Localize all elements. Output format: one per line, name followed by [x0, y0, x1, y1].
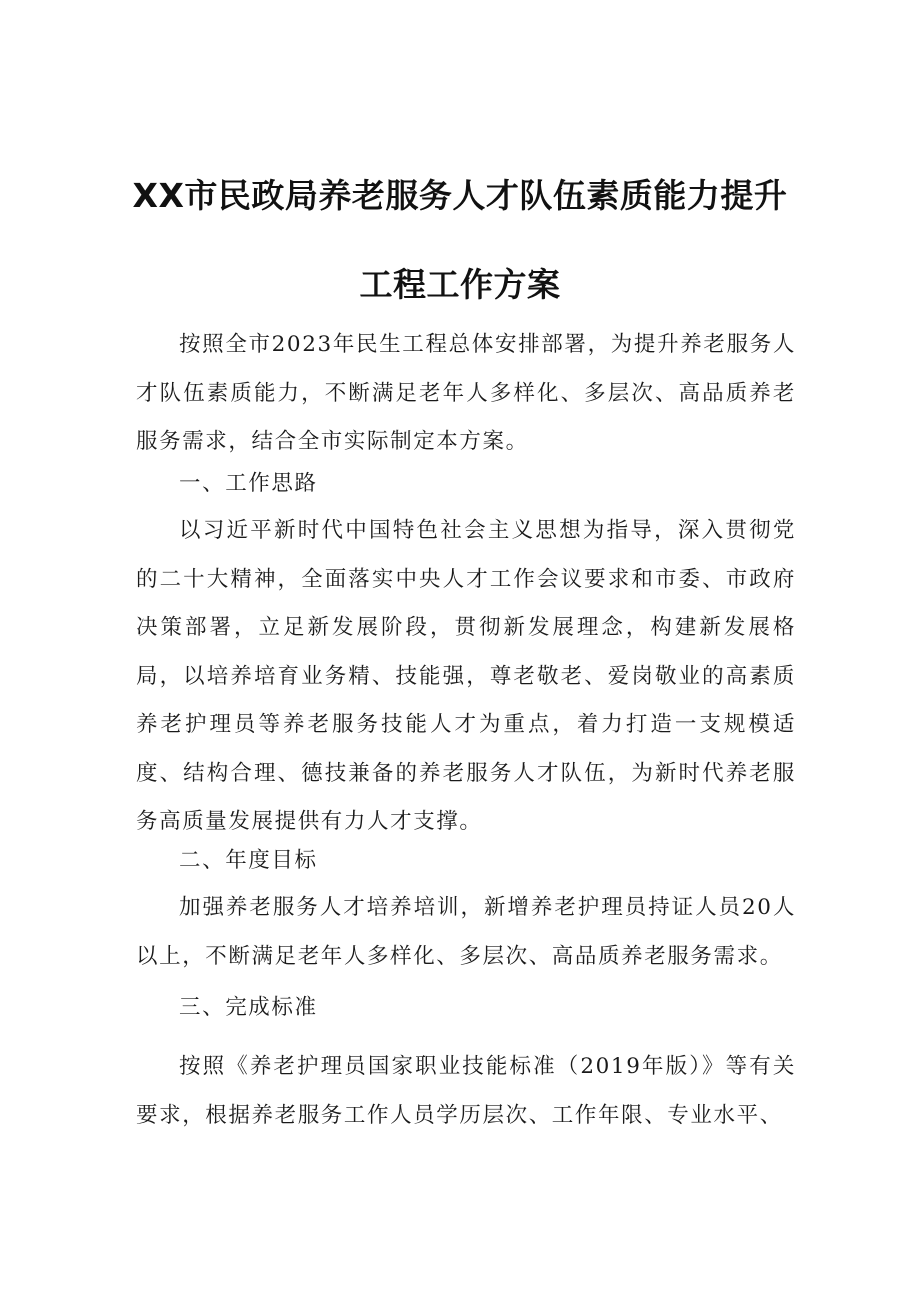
section-heading: 二、年度目标: [179, 848, 318, 873]
section-paragraph: 以习近平新时代中国特色社会主义思想为指导，深入贯彻党的二十大精神，全面落实中央人才工作会议要求和市委、市政府决策部署，立足新发展阶段，贯彻新发展理念，构建新发展格局，以培养培育业务精、技能强，尊老敬老、爱岗敬业的高素质养老护理员等养老服务技能人才为重点，着力打造一支规模适度、结构合理、德技兼备的养老服务人才队伍，为新时代养老服务高质量发展提供有力人才支撑。: [136, 518, 796, 834]
section-paragraph: 加强养老服务人才培养培训，新增养老护理员持证人员20人以上，不断满足老年人多样化、多层次、高品质养老服务需求。: [136, 895, 796, 969]
section-heading: 三、完成标准: [179, 995, 318, 1020]
section-1-body: [136, 507, 796, 847]
document-title-line-2: 工程工作方案: [359, 265, 561, 304]
section-2-body: [136, 884, 796, 981]
document-title-line-1: XX市民政局养老服务人才队伍素质能力提升: [132, 176, 788, 215]
section-1: [136, 460, 796, 509]
section-3-body: [136, 1043, 796, 1140]
section-3: [136, 984, 796, 1033]
intro-block: [136, 321, 796, 467]
intro-paragraph: 按照全市2023年民生工程总体安排部署，为提升养老服务人才队伍素质能力，不断满足老年人多样化、多层次、高品质养老服务需求，结合全市实际制定本方案。: [136, 332, 796, 454]
section-heading: 一、工作思路: [179, 471, 318, 496]
section-paragraph: 按照《养老护理员国家职业技能标准（2019年版）》等有关要求，根据养老服务工作人员学历层次、工作年限、专业水平、: [136, 1054, 796, 1128]
section-2: [136, 837, 796, 886]
